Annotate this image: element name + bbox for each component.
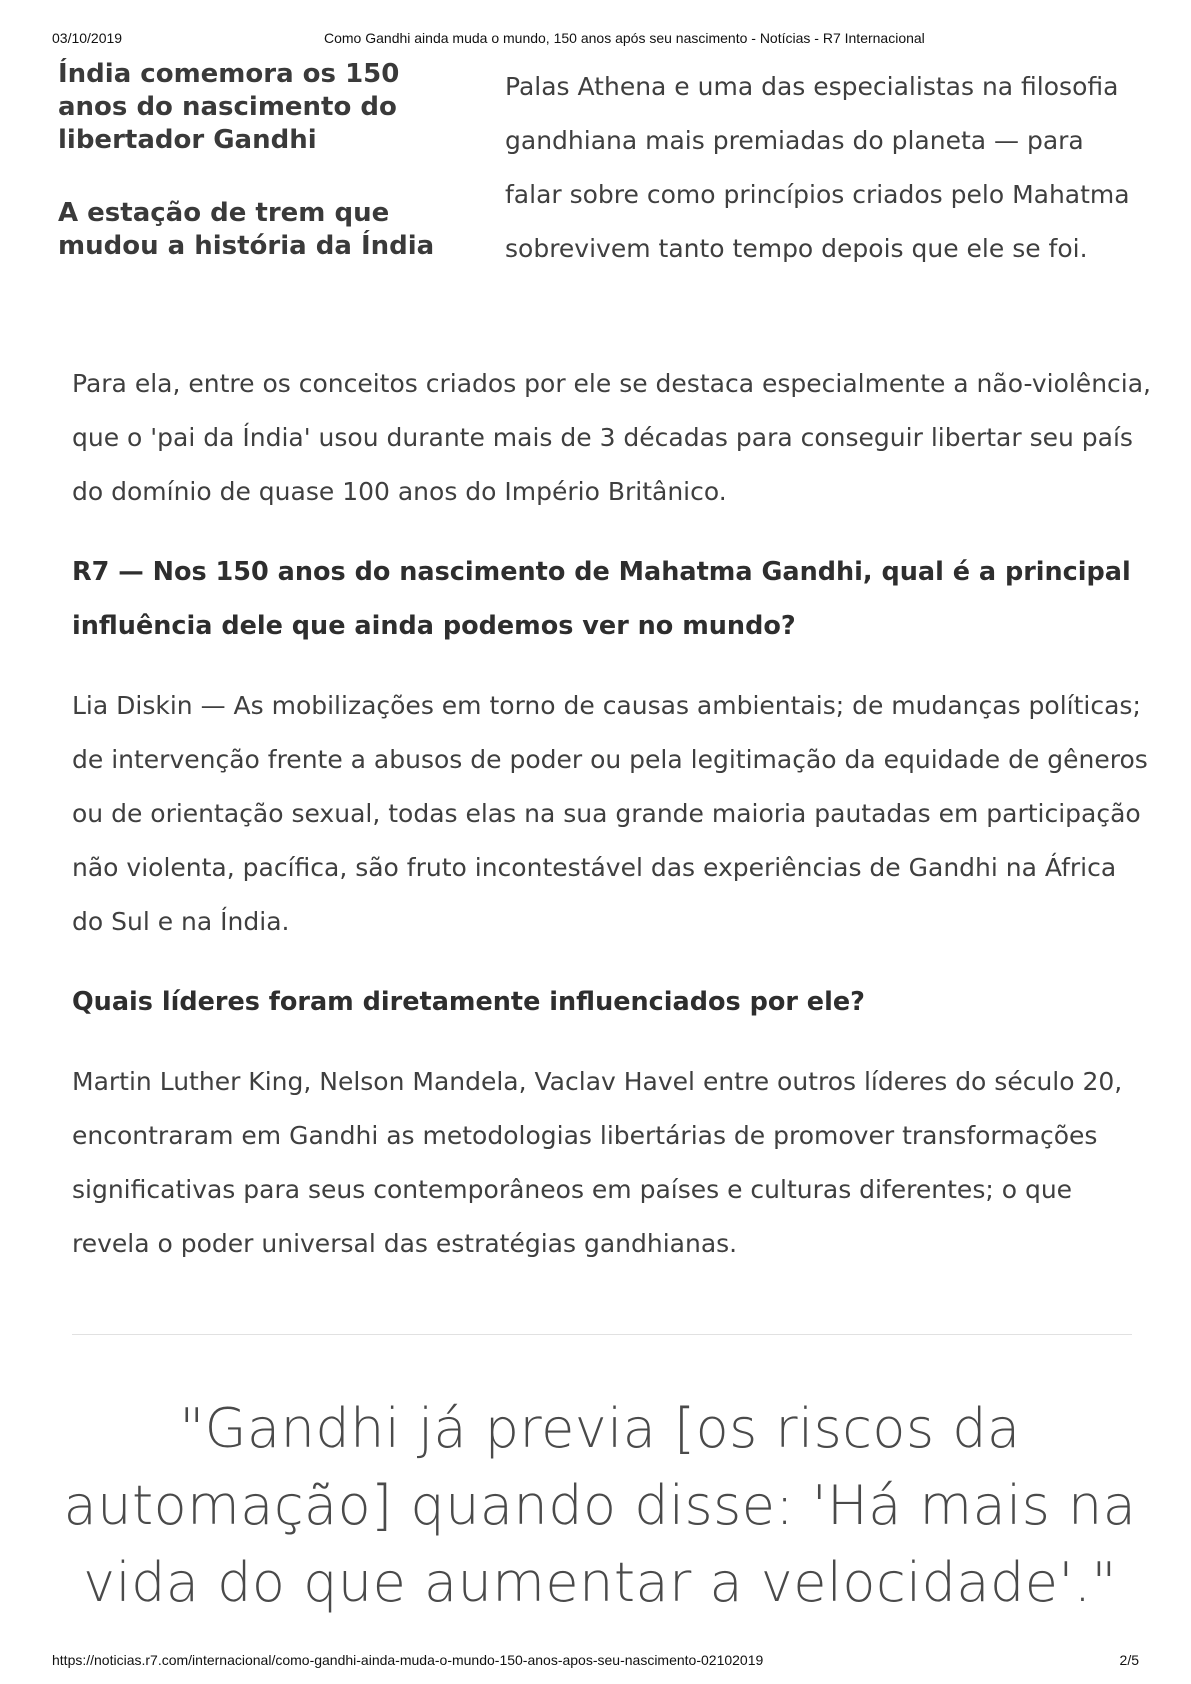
print-date: 03/10/2019 bbox=[52, 30, 123, 46]
print-footer bbox=[52, 1652, 1139, 1672]
interview-question: Quais líderes foram diretamente influenciados por ele? bbox=[72, 987, 865, 1017]
interview-question: R7 — Nos 150 anos do nascimento de Mahatma Gandhi, qual é a principal influência dele que ainda podemos ver no mundo? bbox=[72, 557, 1131, 641]
article-body bbox=[72, 357, 1152, 1297]
intro-paragraph: Palas Athena e uma das especialistas na filosofia gandhiana mais premiadas do planeta — para falar sobre como princípios criados pelo Mahatma sobrevivem tanto tempo depois que ele se foi. bbox=[505, 72, 1130, 263]
related-link-estacao-de-trem[interactable]: A estação de trem que mudou a história da Índia bbox=[58, 198, 435, 261]
interview-answer: Lia Diskin — As mobilizações em torno de causas ambientais; de mudanças políticas; de intervenção frente a abusos de poder ou pela legitimação da equidade de gêneros ou de orientação sexual, todas elas na sua grande maioria pautadas em participação não violenta, pacífica, são fruto incontestável das experiências de Gandhi na África do Sul e na Índia. bbox=[72, 691, 1148, 936]
intro-continuation bbox=[505, 60, 1145, 276]
section-divider bbox=[72, 1334, 1132, 1335]
interview-answer: Martin Luther King, Nelson Mandela, Vaclav Havel entre outros líderes do século 20, encontraram em Gandhi as metodologias libertárias de promover transformações significativas para seus contemporâneos em países e culturas diferentes; o que revela o poder universal das estratégias gandhianas. bbox=[72, 1067, 1123, 1258]
article-paragraph: Para ela, entre os conceitos criados por ele se destaca especialmente a não-violência, que o 'pai da Índia' usou durante mais de 3 décadas para conseguir libertar seu país do domínio de quase 100 anos do Império Britânico. bbox=[72, 369, 1151, 506]
pull-quote: "Gandhi já previa [os riscos da automação] quando disse: 'Há mais na vida do que aumentar a velocidade'." bbox=[63, 1397, 1137, 1614]
related-links bbox=[58, 58, 448, 263]
related-link-india-150-anos[interactable]: Índia comemora os 150 anos do nascimento do libertador Gandhi bbox=[58, 59, 400, 155]
page-number: 2/5 bbox=[1119, 1652, 1139, 1668]
print-header bbox=[52, 30, 1131, 50]
print-url: https://noticias.r7.com/internacional/como-gandhi-ainda-muda-o-mundo-150-anos-apos-seu-nascimento-02102019 bbox=[52, 1652, 764, 1668]
print-page-title: Como Gandhi ainda muda o mundo, 150 anos após seu nascimento - Notícias - R7 Internacional bbox=[324, 30, 925, 46]
